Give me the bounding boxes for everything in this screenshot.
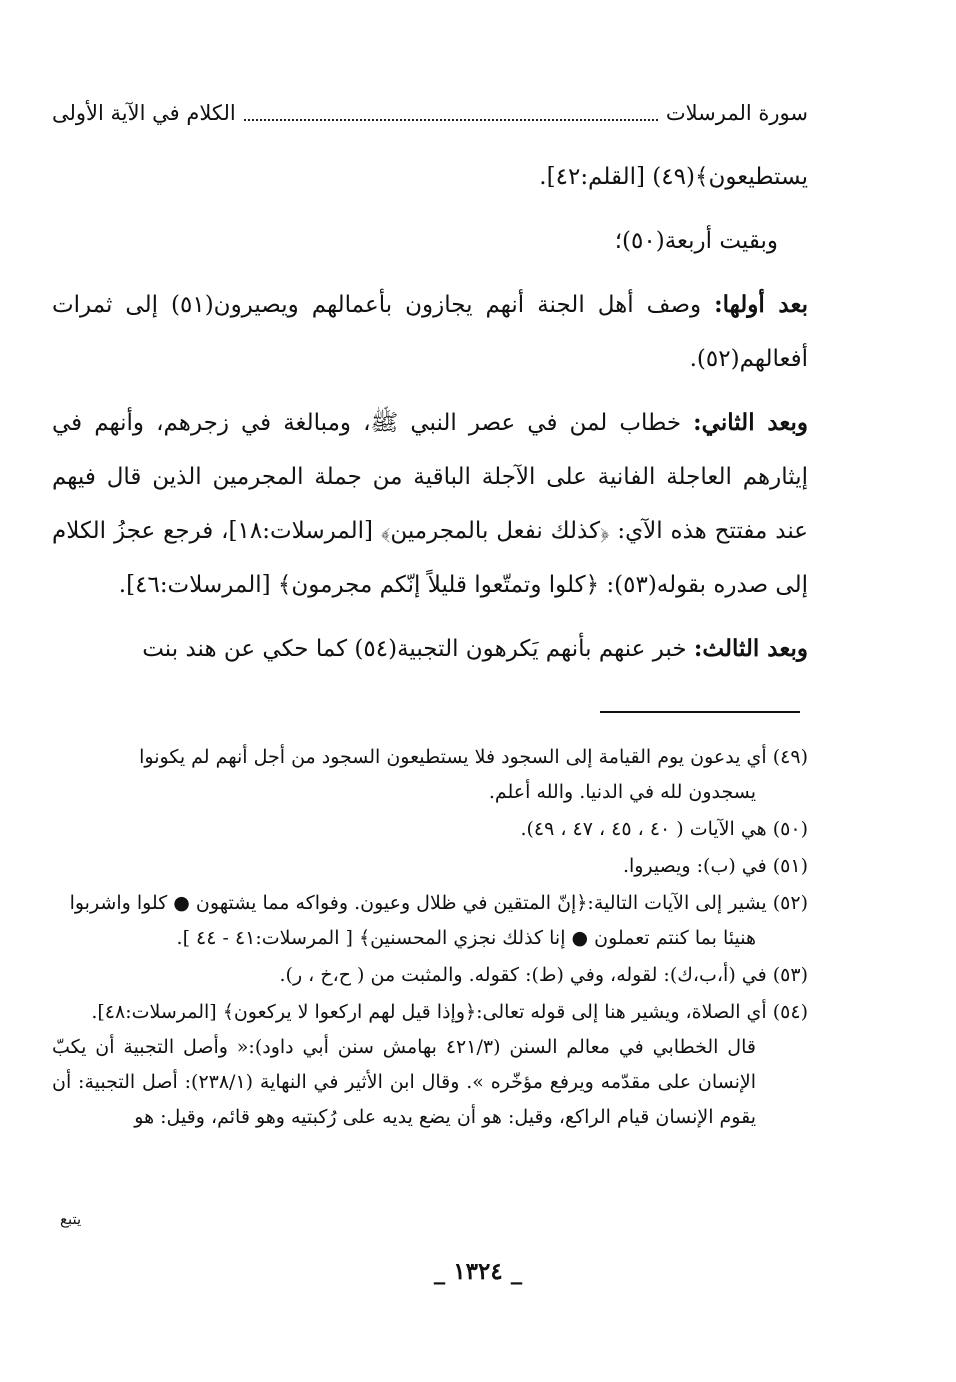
footnotes: [52, 740, 808, 1137]
paragraph-second-text: خطاب لمن في عصر النبي ﷺ، ومبالغة في زجرهم، وأنهم في إيثارهم العاجلة الفانية على الآجلة الباقية من جملة المجرمين الذين قال فيهم عند مفتتح هذه الآي: ﴿كذلك نفعل بالمجرمين﴾ [المرسلات:١٨]، فرجع عجزُ الكلام إلى صدره بقوله(٥٣): ﴿كلوا وتمتّعوا قليلاً إنّكم مجرمون﴾ [المرسلات:٤٦].: [52, 410, 808, 598]
paragraph-third-text: خبر عنهم بأنهم يَكرهون التجبية(٥٤) كما حكي عن هند بنت: [142, 636, 694, 662]
paragraph-first: [52, 278, 808, 386]
page-number: _ ١٣٢٤ _: [433, 1258, 523, 1285]
footnote-52-text: (٥٢) يشير إلى الآيات التالية:﴿إنّ المتقين في ظلال وعيون. وفواكه مما يشتهون ● كلوا واشربوا: [69, 892, 808, 914]
paragraph-third-lead: وبعد الثالث:: [693, 635, 808, 662]
header-section-title: الكلام في الآية الأولى: [52, 101, 236, 125]
footnote-53-text: (٥٣) في (أ،ب،ك): لقوله، وفي (ط): كقوله. والمثبت من ( ح،خ ، ر).: [279, 964, 808, 986]
paragraph-second-lead: وبعد الثاني:: [693, 409, 809, 436]
footnote-51-text: (٥١) في (ب): ويصيروا.: [622, 855, 808, 877]
footnote-54-text: (٥٤) أي الصلاة، ويشير هنا إلى قوله تعالى:﴿وإذا قيل لهم اركعوا لا يركعون﴾ [المرسلات:٤٨].: [91, 1001, 808, 1023]
footnote-54: [52, 995, 808, 1135]
body-line-2: وبقيت أربعة(٥٠)؛: [614, 228, 778, 254]
header-surah-title: سورة المرسلات: [665, 101, 808, 125]
footnote-54-cont: قال الخطابي في معالم السنن (٤٢١/٣ بهامش سنن أبي داود):« وأصل التجبية أن يكبّ الإنسان على مقدّمه ويرفع مؤخّره ». وقال ابن الأثير في النهاية (٢٣٨/١): أصل التجبية: أن يقوم الإنسان قيام الراكع، وقيل: هو أن يضع يديه على رُكبتيه وهو قائم، وقيل: هو: [52, 1036, 756, 1128]
footnote-51: [52, 849, 808, 884]
main-text: [52, 150, 808, 686]
continued-marker: يتبع: [60, 1210, 82, 1228]
running-header: [52, 96, 808, 130]
footnote-49: [52, 740, 808, 810]
footnote-53: [52, 958, 808, 993]
body-line-1: يستطيعون﴾(٤٩) [القلم:٤٢].: [539, 164, 808, 190]
footnote-52-cont: هنيئا بما كنتم تعملون ● إنا كذلك نجزي المحسنين﴾ [ المرسلات:٤١ - ٤٤ ].: [176, 927, 756, 949]
paragraph-third: [52, 622, 808, 676]
paragraph-second: [52, 396, 808, 612]
paragraph-first-text: وصف أهل الجنة أنهم يجازون بأعمالهم ويصيرون(٥١) إلى ثمرات أفعالهم(٥٢).: [52, 292, 808, 372]
footnote-50: [52, 812, 808, 847]
header-dot-leader: [244, 105, 658, 121]
footnote-49-cont: يسجدون لله في الدنيا. والله أعلم.: [488, 781, 756, 803]
footnote-49-text: (٤٩) أي يدعون يوم القيامة إلى السجود فلا يستطيعون السجود من أجل أنهم لم يكونوا: [139, 746, 808, 768]
footnote-50-text: (٥٠) هي الآيات ( ٤٠ ، ٤٥ ، ٤٧ ، ٤٩).: [520, 818, 808, 840]
footnote-separator: [600, 711, 800, 713]
paragraph-first-lead: بعد أولها:: [714, 291, 808, 318]
footnote-52: [52, 886, 808, 956]
